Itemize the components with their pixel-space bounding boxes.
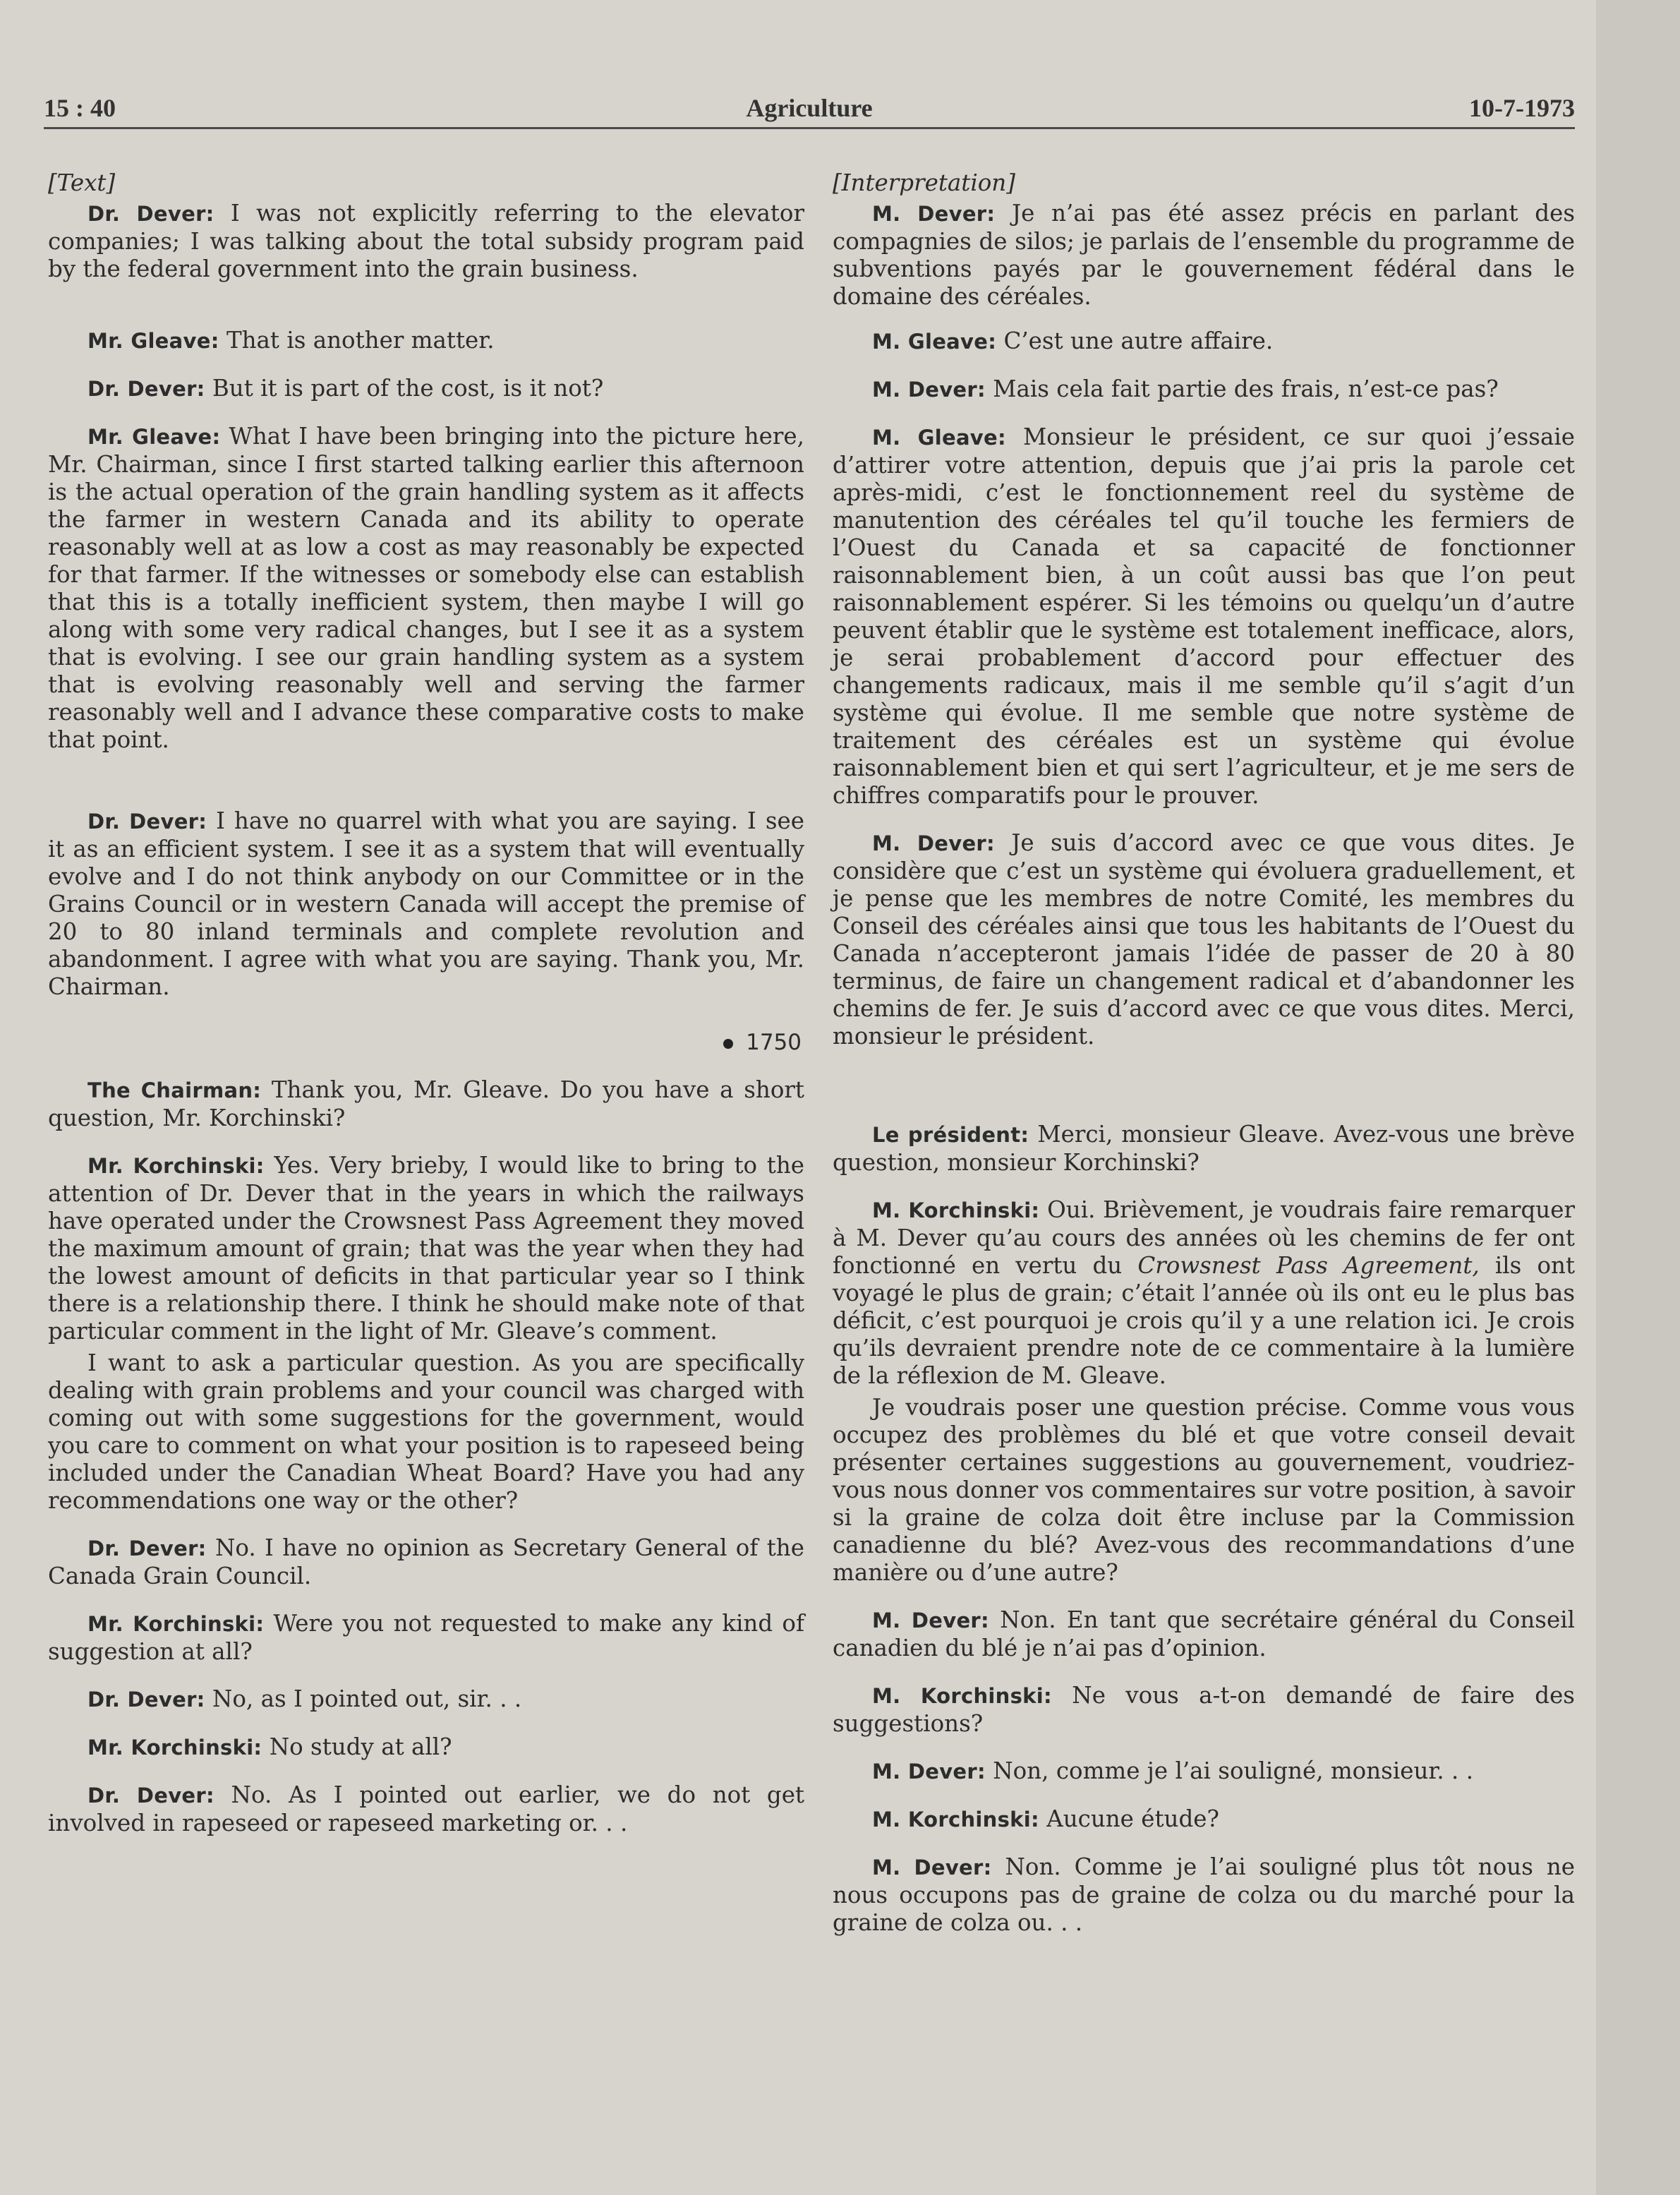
paragraph (833, 1853, 1575, 1937)
speaker-name: M. Dever: (872, 1608, 989, 1632)
speech-text: Monsieur le président, ce sur quoi j’essaie d’attirer votre attention, depuis que j’ai pris la parole cet après-midi, c’est le fonctionnement reel du système de manutention des céréales tel qu’il touche les fermiers de l’Ouest du Canada et sa capacité de fonctionner raisonnablement bien, à un coût aussi bas que l’on peut raisonnablement espérer. Si les témoins ou quelqu’un d’autre peuvent établir que le système est totalement inefficace, alors, je serai probablement d’accord pour effectuer des changements radicaux, mais il me semble qu’il s’agit d’un système qui évolue. Il me semble que notre système de traitement des céréales est un système qui évolue raisonnablement bien et qui sert l’agriculteur, et je me sers de chiffres comparatifs pour le prouver. (833, 423, 1575, 809)
speaker-name: Le président: (872, 1123, 1029, 1147)
speech-text: That is another matter. (226, 327, 495, 354)
paragraph: Je voudrais poser une question précise. Comme vous vous occupez des problèmes du blé et que votre conseil devait présenter certaines suggestions au gouvernement, voudriez-vous nous donner vos commentaires sur votre position, à savoir si la graine de colza doit être incluse par la Commission canadienne du blé? Avez-vous des recommandations d’une manière ou d’une autre? (833, 1394, 1575, 1586)
speech-text: Non, comme je l’ai souligné, monsieur. . . (993, 1757, 1474, 1784)
speaker-name: Dr. Dever: (87, 202, 214, 226)
speech-text: Non. En tant que secrétaire général du Conseil canadien du blé je n’ai pas d’opinion. (833, 1606, 1575, 1661)
running-head (44, 83, 1575, 129)
speaker-name: Dr. Dever: (87, 1537, 207, 1560)
paragraph (48, 327, 804, 355)
speaker-name: Mr. Korchinski: (87, 1736, 262, 1760)
paragraph (48, 1534, 804, 1590)
speaker-name: Mr. Gleave: (87, 425, 221, 449)
paragraph (48, 1076, 804, 1132)
speech-text: Were you not requested to make any kind of suggestion at all? (48, 1610, 804, 1665)
speech-text: No, as I pointed out, sir. . . (212, 1685, 522, 1712)
speech-text: Aucune étude? (1046, 1805, 1219, 1832)
paragraph (48, 1733, 804, 1762)
paragraph (833, 423, 1575, 810)
paragraph (48, 423, 804, 754)
speaker-name: Dr. Dever: (87, 810, 207, 834)
speech-text: Merci, monsieur Gleave. Avez-vous une brève question, monsieur Korchinski? (833, 1121, 1575, 1176)
speech-text: Ne vous a-t-on demandé de faire des suggestions? (833, 1682, 1575, 1737)
speech-text: C’est une autre affaire. (1003, 327, 1274, 354)
speaker-name: M. Korchinski: (872, 1808, 1039, 1832)
speech-text: Thank you, Mr. Gleave. Do you have a short question, Mr. Korchinski? (48, 1076, 804, 1131)
speaker-name: M. Dever: (872, 1760, 986, 1784)
speaker-name: Dr. Dever: (87, 1688, 205, 1712)
bullet-icon (723, 1039, 733, 1049)
french-column (833, 169, 1575, 2167)
speaker-name: M. Gleave: (872, 426, 1006, 450)
speech-text: ils ont voyagé le plus de grain; c’était l’année où ils ont eu le plus bas déficit, c’est pourquoi je crois qu’il y a une relation ici. Je crois qu’ils devraient prendre note de ce commentaire à la lumière de la réflexion de M. Gleave. (833, 1252, 1576, 1389)
time-marker-text: 1750 (746, 1030, 802, 1055)
speech-text: No study at all? (269, 1733, 452, 1760)
speech-text: I was not explicitly referring to the elevator companies; I was talking about the total subsidy program paid by the federal government into the grain business. (48, 200, 804, 282)
paragraph (48, 1610, 804, 1666)
paragraph (48, 807, 804, 1001)
speaker-name: Mr. Gleave: (87, 329, 219, 353)
page-edge (1596, 0, 1680, 2195)
speech-text: Oui. Brièvement, je voudrais faire remarquer à M. Dever qu’au cours des années où les chemins de fer ont fonctionné en vertu du (833, 1196, 1575, 1279)
speaker-name: M. Gleave: (872, 330, 997, 354)
speech-text: Non. Comme je l’ai souligné plus tôt nous ne nous occupons pas de graine de colza ou du marché pour la graine de colza ou. . . (833, 1853, 1575, 1936)
speaker-name: Dr. Dever: (87, 1784, 214, 1808)
paragraph (48, 1152, 804, 1345)
speaker-name: M. Dever: (872, 378, 986, 402)
section-label: [Text] (48, 169, 116, 196)
english-column (48, 169, 804, 2167)
paragraph (833, 1757, 1575, 1786)
speech-text: Je n’ai pas été assez précis en parlant des compagnies de silos; je parlais de l’ensemble du programme de subventions payés par le gouvernement fédéral dans le domaine des céréales. (833, 200, 1575, 310)
paragraph (48, 1781, 804, 1837)
page-number: 15 : 40 (44, 94, 116, 122)
section-label: [Interpretation] (833, 169, 1015, 196)
speech-text: No. As I pointed out earlier, we do not get involved in rapeseed or rapeseed marketing or. . . (48, 1781, 804, 1836)
paragraph (833, 1805, 1575, 1834)
speaker-name: M. Korchinski: (872, 1684, 1052, 1708)
paragraph (48, 375, 804, 403)
speech-text: Je suis d’accord avec ce que vous dites. Je considère que c’est un système qui évoluera graduellement, et je pense que les membres de notre Comité, les membres du Conseil des céréales ainsi que tous les habitants de l’Ouest du Canada n’accepteront jamais l’idée de passer de 20 à 80 terminus, de faire un changement radical et d’abandonner les chemins de fer. Je suis d’accord avec ce que vous dites. Merci, monsieur le président. (833, 829, 1575, 1050)
agreement-title: Crowsnest Pass Agreement, (1137, 1252, 1480, 1279)
paragraph (48, 1685, 804, 1714)
paragraph (833, 1121, 1575, 1177)
speaker-name: M. Dever: (872, 1856, 992, 1880)
paragraph (833, 327, 1575, 356)
issue-date: 10-7-1973 (1469, 94, 1575, 122)
time-marker (48, 1029, 804, 1057)
paragraph (833, 200, 1575, 311)
speaker-name: The Chairman: (87, 1078, 262, 1102)
paragraph (833, 1682, 1575, 1738)
paragraph (833, 1196, 1575, 1390)
speaker-name: M. Dever: (872, 831, 995, 855)
paragraph: I want to ask a particular question. As you are specifically dealing with grain problems and your council was charged with coming out with some suggestions for the government, would you care to comment on what your position is to rapeseed being included under the Canadian Wheat Board? Have you had any recommendations one way or the other? (48, 1349, 804, 1514)
paragraph (833, 375, 1575, 404)
speaker-name: Mr. Korchinski: (87, 1612, 265, 1636)
speech-text: No. I have no opinion as Secretary General of the Canada Grain Council. (48, 1534, 804, 1589)
paragraph (833, 829, 1575, 1050)
speech-text: Yes. Very brieby, I would like to bring to the attention of Dr. Dever that in the years in which the railways have operated under the Crowsnest Pass Agreement they moved the maximum amount of grain; that was the year when they had the lowest amount of deficits in that particular year so I think there is a relationship there. I think he should make note of that particular comment in the light of Mr. Gleave’s comment. (48, 1152, 804, 1345)
speech-text: Mais cela fait partie des frais, n’est-ce pas? (993, 375, 1499, 402)
speaker-name: Mr. Korchinski: (87, 1154, 265, 1178)
speech-text: But it is part of the cost, is it not? (212, 375, 604, 402)
paragraph (833, 1606, 1575, 1662)
paragraph (48, 200, 804, 283)
speaker-name: M. Dever: (872, 202, 996, 226)
speech-text: What I have been bringing into the picture here, Mr. Chairman, since I first started talking earlier this afternoon is the actual operation of the grain handling system as it affects the farmer in western Canada and its ability to operate reasonably well at as low a cost as may reasonably be expected for that farmer. If the witnesses or somebody else can establish that this is a totally inefficient system, then maybe I will go along with some very radical changes, but I see it as a system that is evolving. I see our grain handling system as a system that is evolving reasonably well and serving the farmer reasonably well and I advance these comparative costs to make that point. (48, 423, 804, 753)
publication-title: Agriculture (746, 94, 873, 122)
speaker-name: Dr. Dever: (87, 377, 205, 401)
speaker-name: M. Korchinski: (872, 1198, 1040, 1222)
speech-text: I have no quarrel with what you are saying. I see it as an efficient system. I see it as a system that will eventually evolve and I do not think anybody on our Committee or in the Grains Council or in western Canada will accept the premise of 20 to 80 inland terminals and complete revolution and abandonment. I agree with what you are saying. Thank you, Mr. Chairman. (48, 807, 804, 1000)
